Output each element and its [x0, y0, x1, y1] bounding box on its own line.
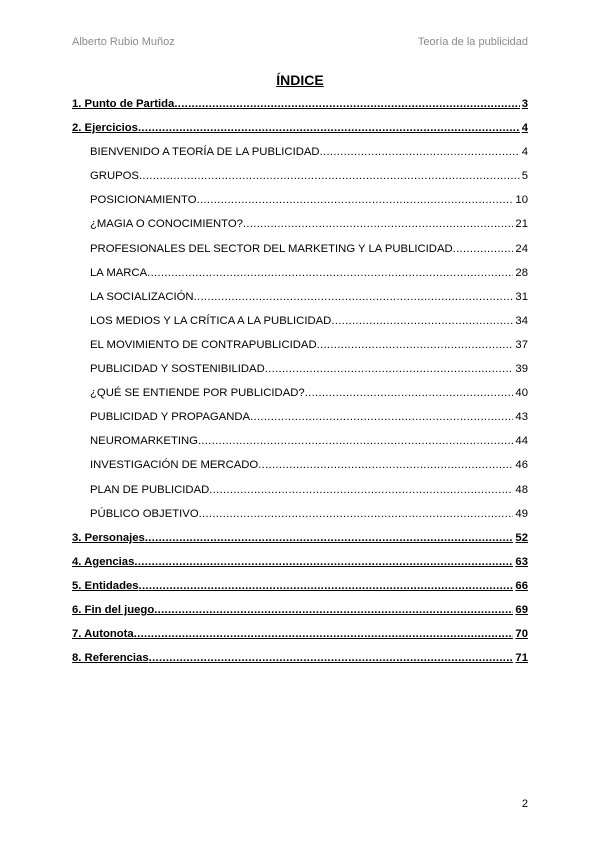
- toc-dot-leader: [139, 574, 514, 598]
- toc-entry-page: 34: [515, 314, 528, 327]
- toc-entry[interactable]: [72, 453, 528, 477]
- toc-entry-label: POSICIONAMIENTO: [90, 194, 197, 207]
- header-author: Alberto Rubio Muñoz: [72, 36, 175, 48]
- toc-dot-leader: [243, 212, 513, 236]
- toc-entry-label: NEUROMARKETING: [90, 435, 198, 448]
- toc-dot-leader: [197, 188, 514, 212]
- toc-dot-leader: [174, 92, 519, 116]
- toc-dot-leader: [250, 405, 513, 429]
- toc-entry-page: 10: [515, 194, 528, 207]
- toc-entry-label: LOS MEDIOS Y LA CRÍTICA A LA PUBLICIDAD: [90, 314, 332, 327]
- toc-entry-label: ¿MAGIA O CONOCIMIENTO?: [90, 218, 243, 231]
- toc-entry-page: 63: [515, 555, 528, 568]
- toc-entry-page: 49: [515, 507, 528, 520]
- toc-dot-leader: [320, 140, 520, 164]
- toc-dot-leader: [265, 357, 514, 381]
- toc-entry-page: 39: [515, 363, 528, 376]
- toc-entry-page: 4: [521, 146, 528, 159]
- toc-entry[interactable]: [72, 381, 528, 405]
- toc-entry[interactable]: [72, 261, 528, 285]
- toc-entry-page: 66: [515, 579, 528, 592]
- toc-dot-leader: [147, 261, 513, 285]
- toc-entry[interactable]: [72, 526, 528, 550]
- toc-entry-label: 3. Personajes: [72, 531, 145, 544]
- toc-dot-leader: [199, 502, 514, 526]
- toc-entry-label: PUBLICIDAD Y SOSTENIBILIDAD: [90, 363, 265, 376]
- toc-entry-page: 46: [515, 459, 528, 472]
- toc-entry-label: PÚBLICO OBJETIVO: [90, 507, 199, 520]
- toc-dot-leader: [139, 164, 520, 188]
- toc-entry-label: 5. Entidades: [72, 579, 139, 592]
- toc-entry-page: 28: [515, 266, 528, 279]
- page-number: 2: [521, 798, 528, 810]
- toc-entry-label: 1. Punto de Partida: [72, 98, 175, 110]
- table-of-contents: [72, 92, 528, 670]
- toc-entry-page: 37: [515, 338, 528, 351]
- toc-entry[interactable]: [72, 550, 528, 574]
- toc-entry[interactable]: [72, 502, 528, 526]
- toc-dot-leader: [209, 478, 513, 502]
- toc-entry[interactable]: [72, 140, 528, 164]
- toc-entry-page: 48: [515, 483, 528, 496]
- toc-entry-page: 31: [515, 290, 528, 303]
- toc-dot-leader: [134, 550, 513, 574]
- toc-dot-leader: [145, 526, 514, 550]
- toc-entry-page: 21: [515, 218, 528, 231]
- toc-entry[interactable]: [72, 164, 528, 188]
- toc-entry-label: LA SOCIALIZACIÓN: [90, 290, 194, 303]
- toc-entry[interactable]: [72, 357, 528, 381]
- toc-entry-label: 4. Agencias: [72, 555, 135, 568]
- toc-entry-page: 43: [515, 411, 528, 424]
- toc-dot-leader: [149, 646, 514, 670]
- toc-entry-label: 8. Referencias: [72, 652, 149, 665]
- toc-entry-page: 4: [521, 122, 528, 135]
- toc-entry-label: PLAN DE PUBLICIDAD: [90, 483, 210, 496]
- toc-entry[interactable]: [72, 237, 528, 261]
- toc-title: ÍNDICE: [276, 72, 324, 88]
- toc-entry-page: 71: [515, 652, 528, 665]
- toc-entry-label: 7. Autonota: [72, 628, 134, 641]
- toc-entry-page: 69: [515, 603, 528, 616]
- toc-entry[interactable]: [72, 646, 528, 670]
- toc-entry-label: PUBLICIDAD Y PROPAGANDA: [90, 411, 251, 424]
- toc-dot-leader: [258, 453, 513, 477]
- toc-entry-label: 6. Fin del juego: [72, 603, 155, 616]
- toc-entry[interactable]: [72, 333, 528, 357]
- toc-entry-label: ¿QUÉ SE ENTIENDE POR PUBLICIDAD?: [90, 387, 305, 400]
- toc-dot-leader: [134, 622, 514, 646]
- toc-entry-page: 24: [515, 242, 528, 255]
- toc-entry-label: INVESTIGACIÓN DE MERCADO: [90, 459, 259, 472]
- toc-entry[interactable]: [72, 309, 528, 333]
- toc-entry-page: 44: [515, 435, 528, 448]
- toc-entry-page: 52: [515, 531, 528, 544]
- toc-entry[interactable]: [72, 574, 528, 598]
- toc-entry[interactable]: [72, 212, 528, 236]
- toc-entry-page: 3: [521, 98, 528, 110]
- toc-entry-page: 70: [515, 628, 528, 641]
- toc-dot-leader: [331, 309, 513, 333]
- header-document-title: Teoría de la publicidad: [417, 36, 528, 48]
- toc-entry-label: PROFESIONALES DEL SECTOR DEL MARKETING Y LA PUBLICIDAD: [90, 242, 453, 255]
- toc-dot-leader: [138, 116, 520, 140]
- toc-dot-leader: [453, 237, 514, 261]
- toc-entry[interactable]: [72, 598, 528, 622]
- toc-entry-label: EL MOVIMIENTO DE CONTRAPUBLICIDAD: [90, 338, 317, 351]
- toc-entry-page: 40: [515, 387, 528, 400]
- toc-entry[interactable]: [72, 116, 528, 140]
- toc-entry-label: LA MARCA: [90, 266, 148, 279]
- toc-dot-leader: [317, 333, 514, 357]
- toc-entry[interactable]: [72, 429, 528, 453]
- toc-entry[interactable]: [72, 285, 528, 309]
- toc-entry[interactable]: [72, 405, 528, 429]
- toc-entry-label: BIENVENIDO A TEORÍA DE LA PUBLICIDAD: [90, 146, 320, 159]
- toc-entry[interactable]: [72, 622, 528, 646]
- toc-dot-leader: [198, 429, 513, 453]
- page-header: [72, 36, 528, 52]
- toc-entry[interactable]: [72, 92, 528, 116]
- toc-dot-leader: [154, 598, 513, 622]
- toc-entry[interactable]: [72, 188, 528, 212]
- toc-entry-page: 5: [521, 170, 528, 183]
- toc-dot-leader: [194, 285, 514, 309]
- toc-dot-leader: [305, 381, 514, 405]
- toc-entry-label: GRUPOS: [90, 170, 139, 183]
- toc-entry-label: 2. Ejercicios: [72, 122, 138, 135]
- toc-entry[interactable]: [72, 478, 528, 502]
